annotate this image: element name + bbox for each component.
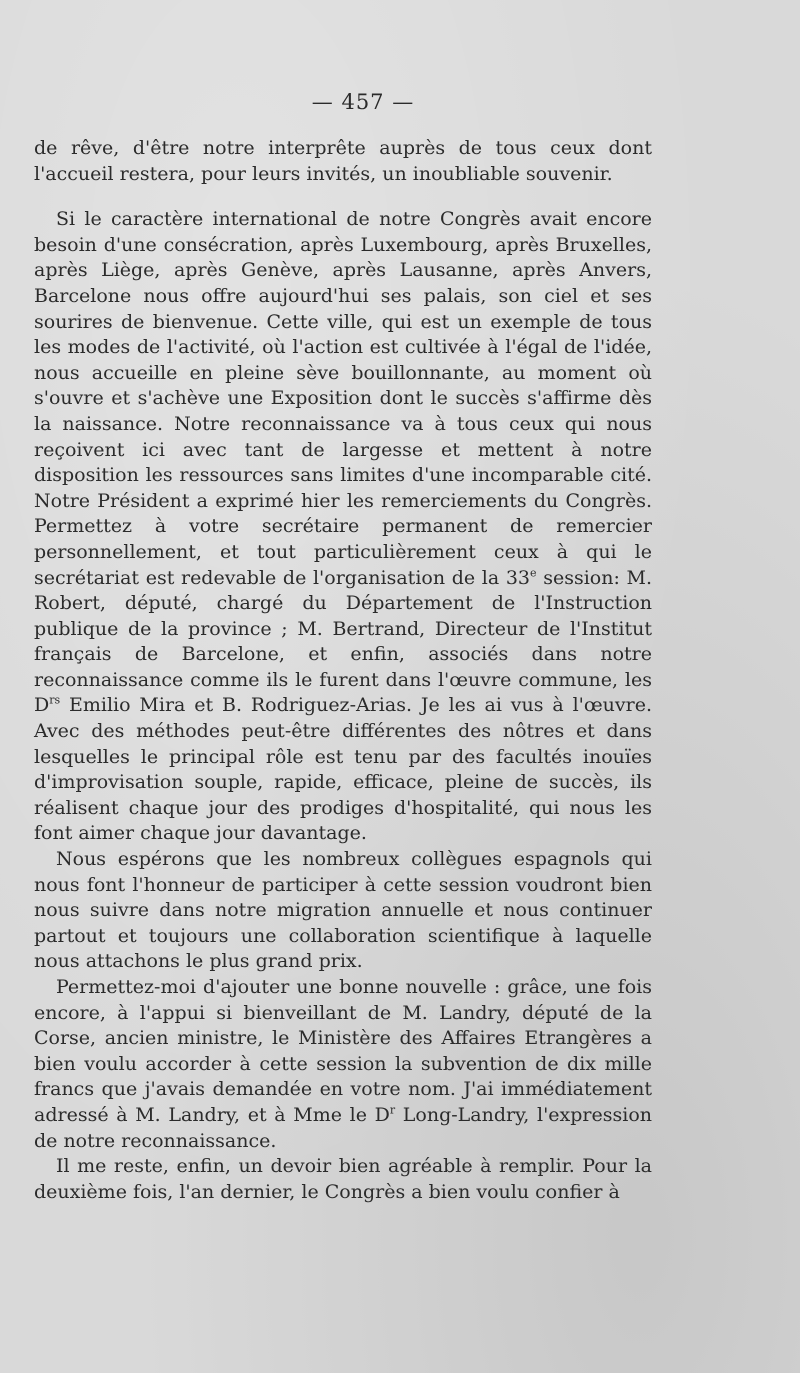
document-page [34,90,652,1205]
paragraph-5: Il me reste, enfin, un devoir bien agréable à remplir. Pour la deuxième fois, l'an dernier, le Congrès a bien voulu confier à [34,1155,652,1203]
paragraph-1: de rêve, d'être notre interprête auprès de tous ceux dont l'accueil restera, pour leurs invités, un inoubliable souvenir. [34,137,652,185]
paragraph-4: Permettez-moi d'ajouter une bonne nouvelle : grâce, une fois encore, à l'appui si bienveillant de M. Landry, député de la Corse, ancien ministre, le Ministère des Affaires Etrangères a bien voulu accorder à cette session la subvention de dix mille francs que j'avais demandée en votre nom. J'ai immédiatement adressé à M. Landry, et à Mme le $D^r$ Long-Landry, l'expression de notre reconnaissance. [34,976,652,1152]
page-number: — 457 — [311,90,415,114]
paragraph-2: Si le caractère international de notre Congrès avait encore besoin d'une consécration, après Luxembourg, après Bruxelles, après Liège, après Genève, après Lausanne, après Anvers, Barcelone nous offre aujourd'hui ses palais, son ciel et ses sourires de bienvenue. Cette ville, qui est un exemple de tous les modes de l'activité, où l'action est cultivée à l'égal de l'idée, nous accueille en pleine sève bouillonnante, au moment où s'ouvre et s'achève une Exposition dont le succès s'affirme dès la naissance. Notre reconnaissance va à tous ceux qui nous reçoivent ici avec tant de largesse et mettent à notre disposition les ressources sans limites d'une incomparable cité. Notre Président a exprimé hier les remerciements du Congrès. Permettez à votre secrétaire permanent de remercier personnellement, et tout particulièrement ceux à qui le secrétariat est redevable de l'organisation de la 33e session: M. Robert, député, chargé du Département de l'Instruction publique de la province ; M. Bertrand, Directeur de l'Institut français de Barcelone, et enfin, associés dans notre reconnaissance comme ils le furent dans l'œuvre commune, les $D^{rs}$ Emilio Mira et B. Rodriguez-Arias. Je les ai vus à l'œuvre. Avec des méthodes peut-être différentes des nôtres et dans lesquelles le principal rôle est tenu par des facultés inouïes d'improvisation souple, rapide, efficace, pleine de succès, ils réalisent chaque jour des prodiges d'hospitalité, qui nous les font aimer chaque jour davantage. [34,208,652,845]
paragraph-3: Nous espérons que les nombreux collègues espagnols qui nous font l'honneur de participer à cette session voudront bien nous suivre dans notre migration annuelle et nous continuer partout et toujours une collaboration scientifique à laquelle nous attachons le plus grand prix. [34,848,652,973]
